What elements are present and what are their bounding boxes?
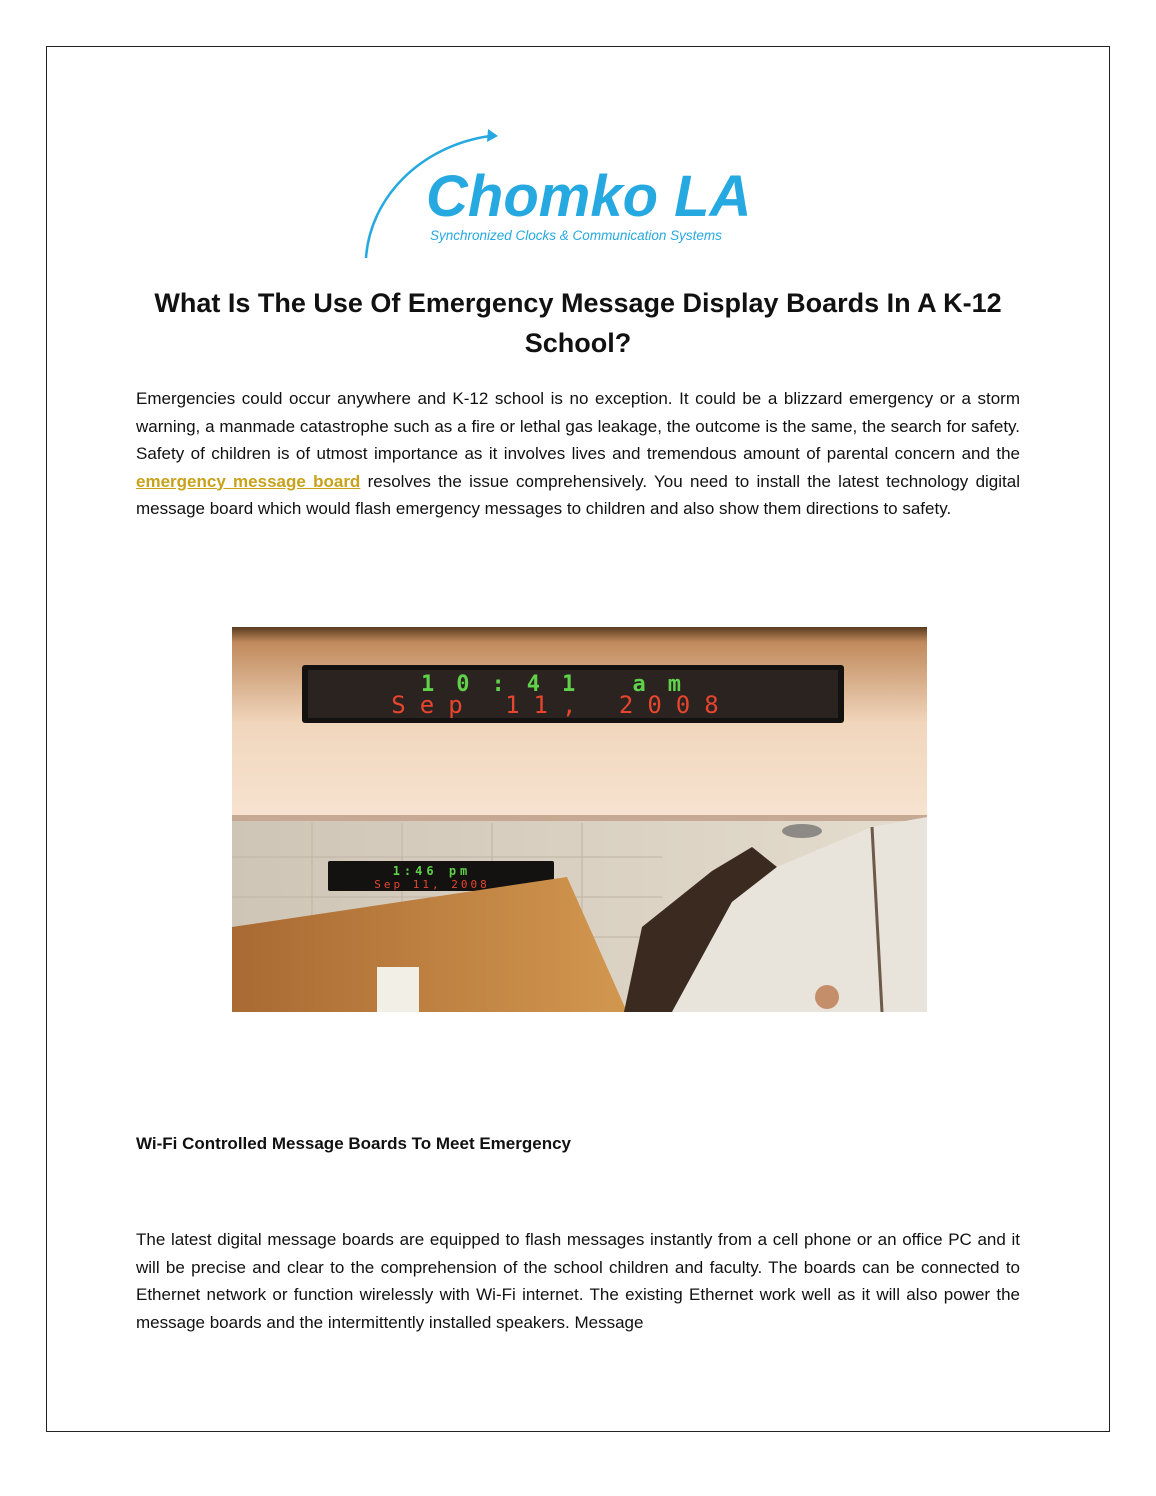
logo-tagline-text: Synchronized Clocks & Communication Systems bbox=[430, 228, 722, 243]
logo-arrow-icon bbox=[487, 129, 498, 142]
section-subheading: Wi-Fi Controlled Message Boards To Meet Emergency bbox=[136, 1134, 572, 1153]
top-led-time: 10:41 am bbox=[421, 672, 703, 697]
door-notice bbox=[377, 967, 419, 1012]
intro-paragraph bbox=[136, 385, 1020, 523]
intro-text-after-link: resolves the issue comprehensively. You need to install the latest technology digital message board which would flash emergency messages to children and also show them directions to safety. bbox=[136, 471, 1020, 518]
bottom-led-time: 1:46 pm bbox=[392, 864, 472, 878]
top-led-date: Sep 11, 2008 bbox=[391, 691, 733, 719]
company-logo bbox=[360, 128, 800, 263]
intro-text-before-link: Emergencies could occur anywhere and K-12 school is no exception. It could be a blizzard emergency or a storm warning, a manmade catastrophe such as a fire or lethal gas leakage, the outcome is the same, the search for safety. Safety of children is of utmost importance as it involves lives and tremendous amount of parental concern and the bbox=[136, 389, 1020, 463]
emergency-message-board-link[interactable]: emergency message board bbox=[136, 471, 361, 491]
person-head bbox=[815, 985, 839, 1009]
logo-brand-text: Chomko LA bbox=[426, 164, 752, 229]
bottom-led-date: Sep 11, 2008 bbox=[374, 878, 490, 891]
wifi-paragraph: The latest digital message boards are equipped to flash messages instantly from a cell phone or an office PC and it will be precise and clear to the comprehension of the school children and faculty. The boards can be connected to Ethernet network or function wirelessly with Wi-Fi internet. The existing Ethernet work well as it will also power the message boards and the intermittently installed speakers. Message bbox=[136, 1230, 1020, 1332]
message-board-photo bbox=[232, 627, 927, 1012]
ceiling-sensor bbox=[782, 824, 822, 838]
page-title: What Is The Use Of Emergency Message Display Boards In A K-12 School? bbox=[154, 288, 1002, 358]
